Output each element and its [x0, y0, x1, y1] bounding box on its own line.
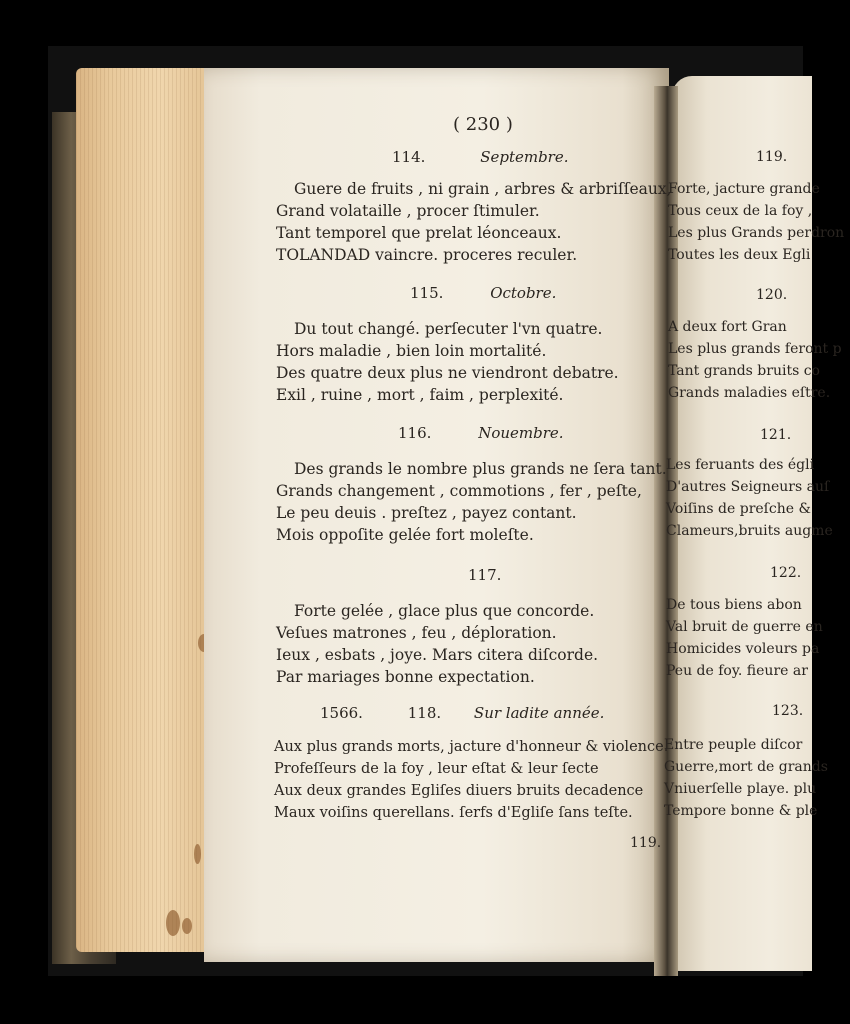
- verse-line: Forte, jacture grande: [668, 181, 820, 197]
- verse-line: D'autres Seigneurs auſ: [666, 479, 830, 495]
- section-number: 118.: [407, 704, 442, 722]
- section-title: Octobre.: [490, 284, 557, 302]
- section-title: Septembre.: [480, 148, 569, 166]
- verse-line: Tant temporel que prelat léonceaux.: [276, 224, 562, 242]
- verse-line: Tous ceux de la foy ,: [668, 203, 813, 219]
- verse-line: Guere de fruits , ni grain , arbres & arbriſſeaux,: [294, 180, 672, 198]
- stain-mark: [166, 910, 180, 936]
- verse-line: Des quatre deux plus ne viendront debatre.: [276, 364, 619, 382]
- verse-line: A deux fort Gran: [668, 319, 787, 335]
- section-number: 115.: [410, 284, 444, 302]
- section-heading: [320, 704, 604, 722]
- verse-line: Grand volataille , procer ſtimuler.: [276, 202, 540, 220]
- verse-line: Du tout changé. perſecuter l'vn quatre.: [294, 320, 603, 338]
- stain-mark: [182, 918, 192, 934]
- verse-line: Clameurs,bruits augme: [666, 523, 833, 539]
- verse-line: Des grands le nombre plus grands ne ſera tant.: [294, 460, 667, 478]
- verse-line: Maux voiſins querellans. ſerfs d'Egliſe ſans teſte.: [274, 805, 633, 821]
- right-verse-block: [666, 454, 833, 542]
- right-verse-block: [668, 178, 845, 266]
- right-verse-block: [666, 594, 823, 682]
- section-number: 116.: [398, 424, 432, 442]
- verse-block: [276, 318, 619, 406]
- section-number: 117.: [468, 566, 502, 584]
- verse-line: De tous biens abon: [666, 597, 802, 613]
- right-heading: 119.: [756, 149, 788, 165]
- section-heading: [392, 148, 569, 166]
- right-heading: 123.: [772, 703, 804, 719]
- section-heading: [468, 566, 501, 584]
- verse-line: Grands maladies eſtre.: [668, 385, 831, 401]
- verse-line: Les plus Grands perdron: [668, 225, 845, 241]
- verse-block: [276, 600, 598, 688]
- verse-line: TOLANDAD vaincre. proceres reculer.: [276, 246, 578, 264]
- verse-line: Homicides voleurs pa: [666, 641, 820, 657]
- verse-line: Le peu deuis . preſtez , payez contant.: [276, 504, 577, 522]
- right-heading: 121.: [760, 427, 792, 443]
- verse-line: Grands changement , commotions , fer , peſte,: [276, 482, 642, 500]
- verse-line: Aux deux grandes Egliſes diuers bruits decadence: [274, 783, 644, 799]
- verse-line: Entre peuple diſcor: [664, 737, 803, 753]
- stain-mark: [194, 844, 201, 864]
- verse-line: Val bruit de guerre en: [666, 619, 823, 635]
- verse-line: Par mariages bonne expectation.: [276, 668, 535, 686]
- verse-line: Toutes les deux Egli: [668, 247, 811, 263]
- verse-line: Ieux , esbats , joye. Mars citera diſcorde.: [276, 646, 599, 664]
- section-title: Nouembre.: [478, 424, 564, 442]
- verse-line: Les feruants des égli: [666, 457, 815, 473]
- verse-line: Tempore bonne & ple: [664, 803, 818, 819]
- verse-line: Guerre,mort de grands: [664, 759, 828, 775]
- verse-line: Aux plus grands morts, jacture d'honneur & violence.: [274, 739, 669, 755]
- verse-line: Tant grands bruits co: [668, 363, 820, 379]
- right-heading: 122.: [770, 565, 802, 581]
- verse-line: Hors maladie , bien loin mortalité.: [276, 342, 547, 360]
- section-heading: [410, 284, 556, 302]
- verse-line: Les plus grands feront p: [668, 341, 842, 357]
- verse-line: Vniuerſelle playe. plu: [664, 781, 817, 797]
- verse-block: [276, 458, 667, 546]
- right-verse-block: [664, 734, 828, 822]
- right-heading: 120.: [756, 287, 788, 303]
- section-heading: [398, 424, 564, 442]
- verse-line: Peu de foy. fieure ar: [666, 663, 808, 679]
- verse-line: Profeſſeurs de la foy , leur eſtat & leur ſecte: [274, 761, 599, 777]
- verse-block: [274, 736, 668, 824]
- catchword: 119.: [630, 835, 662, 851]
- page-number: ( 230 ): [453, 114, 513, 135]
- verse-line: Veſues matrones , feu , déploration.: [276, 624, 557, 642]
- verse-line: Forte gelée , glace plus que concorde.: [294, 602, 595, 620]
- section-year: 1566.: [320, 704, 363, 722]
- verse-block: [276, 178, 672, 266]
- verse-line: Voiſins de preſche &: [666, 501, 811, 517]
- verse-line: Mois oppoſite gelée fort moleſte.: [276, 526, 534, 544]
- right-verse-block: [668, 316, 842, 404]
- verse-line: Exil , ruine , mort , faim , perplexité.: [276, 386, 564, 404]
- section-number: 114.: [392, 148, 426, 166]
- section-title: Sur ladite année.: [473, 704, 605, 722]
